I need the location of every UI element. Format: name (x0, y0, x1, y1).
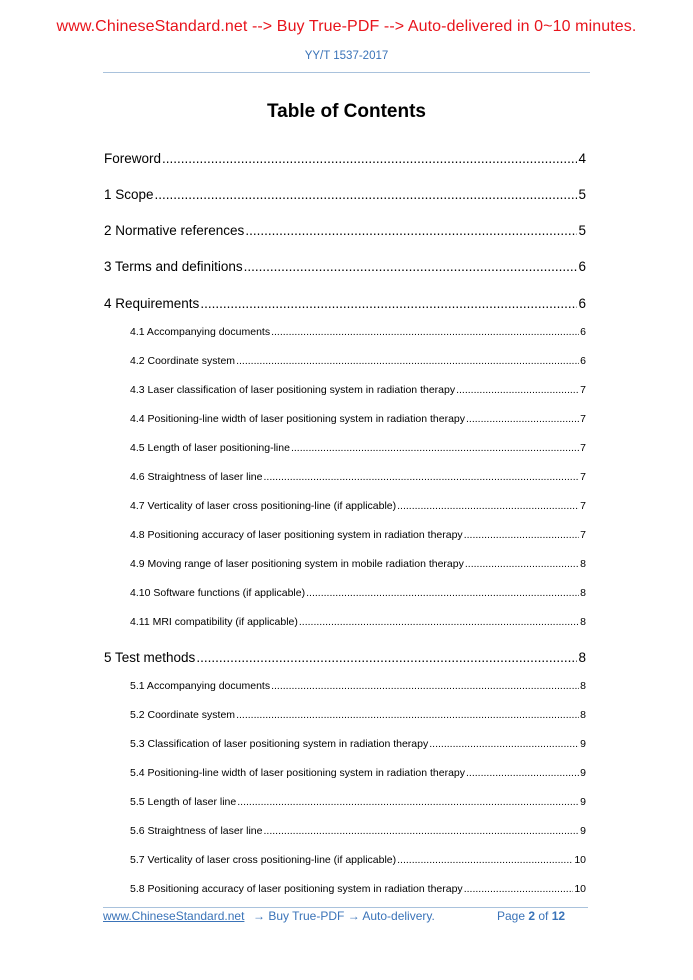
toc-leader-dots (162, 151, 577, 166)
toc-leader-dots (271, 326, 579, 338)
toc-entry-label: 4.5 Length of laser positioning-line (130, 442, 290, 454)
toc-leader-dots (271, 680, 579, 692)
footer-buy-text (253, 909, 435, 923)
toc-entry-label: 5.4 Positioning-line width of laser positioning system in radiation therapy (130, 767, 466, 779)
toc-entry[interactable] (130, 471, 586, 483)
toc-entry[interactable] (104, 296, 586, 311)
toc-leader-dots (466, 413, 579, 425)
toc-entry-label: 4.6 Straightness of laser line (130, 471, 263, 483)
toc-leader-dots (196, 650, 577, 665)
toc-entry-page: 7 (580, 442, 586, 454)
toc-leader-dots (291, 442, 579, 454)
toc-leader-dots (429, 738, 579, 750)
toc-entry-label: 4.8 Positioning accuracy of laser positioning system in radiation therapy (130, 529, 463, 541)
toc-entry[interactable] (130, 413, 586, 425)
toc-entry[interactable] (104, 650, 586, 665)
toc-leader-dots (155, 187, 578, 202)
toc-entry-page: 8 (580, 616, 586, 628)
toc-entry[interactable] (130, 326, 586, 338)
toc-entry-label: 4.3 Laser classification of laser positioning system in radiation therapy (130, 384, 456, 396)
toc-entry[interactable] (104, 259, 586, 274)
toc-leader-dots (200, 296, 577, 311)
arrow-right-icon: → (347, 909, 360, 923)
toc-entry-page: 7 (580, 413, 586, 425)
toc-entry-label: Foreword (104, 151, 162, 166)
toc-entry[interactable] (104, 187, 586, 202)
toc-entry-page: 8 (580, 680, 586, 692)
toc-entry-label: 4.11 MRI compatibility (if applicable) (130, 616, 298, 628)
toc-entry-page: 8 (580, 558, 586, 570)
toc-entry[interactable] (130, 738, 586, 750)
toc-entry-label: 1 Scope (104, 187, 154, 202)
toc-leader-dots (456, 384, 579, 396)
toc-entry-label: 5 Test methods (104, 650, 196, 665)
toc-entry[interactable] (130, 558, 586, 570)
toc-entry[interactable] (130, 384, 586, 396)
toc-entry[interactable] (130, 854, 586, 866)
page-total: 12 (551, 909, 566, 923)
footer-delivery-label: Auto-delivery. (359, 909, 435, 923)
toc-entry-page: 4 (578, 151, 586, 166)
toc-leader-dots (236, 709, 579, 721)
toc-leader-dots (306, 587, 579, 599)
toc-entry[interactable] (130, 355, 586, 367)
page-of: of (535, 909, 552, 923)
arrow-right-icon: → (253, 909, 265, 923)
toc-entry-label: 5.6 Straightness of laser line (130, 825, 263, 837)
toc-leader-dots (464, 883, 574, 895)
toc-entry[interactable] (130, 767, 586, 779)
toc-entry[interactable] (104, 223, 586, 238)
toc-leader-dots (397, 854, 573, 866)
toc-leader-dots (264, 825, 580, 837)
page-number (497, 909, 565, 923)
toc-entry-label: 4.4 Positioning-line width of laser positioning system in radiation therapy (130, 413, 466, 425)
toc-entry-page: 7 (580, 471, 586, 483)
toc-entry[interactable] (130, 883, 586, 895)
toc-entry-page: 9 (580, 825, 586, 837)
toc-leader-dots (464, 529, 579, 541)
footer-buy-label: Buy True-PDF (265, 909, 348, 923)
toc-entry[interactable] (130, 587, 586, 599)
page-current: 2 (528, 909, 536, 923)
toc-entry[interactable] (130, 442, 586, 454)
toc-entry[interactable] (104, 151, 586, 166)
toc-entry-page: 5 (578, 223, 586, 238)
toc-entry[interactable] (130, 796, 586, 808)
toc-entry-label: 4.2 Coordinate system (130, 355, 236, 367)
toc-entry-label: 3 Terms and definitions (104, 259, 243, 274)
toc-entry-label: 2 Normative references (104, 223, 245, 238)
toc-entry[interactable] (130, 680, 586, 692)
toc-entry-page: 6 (578, 296, 586, 311)
page-prefix: Page (497, 909, 529, 923)
toc-entry-page: 10 (574, 854, 586, 866)
toc-entry-label: 5.2 Coordinate system (130, 709, 236, 721)
page-footer (103, 907, 588, 928)
document-code: YY/T 1537-2017 (304, 50, 389, 62)
toc-leader-dots (466, 767, 579, 779)
toc-entry-label: 5.1 Accompanying documents (130, 680, 271, 692)
toc-entry-page: 6 (578, 259, 586, 274)
toc-entry[interactable] (130, 616, 586, 628)
toc-entry-page: 7 (580, 529, 586, 541)
toc-entry-label: 5.8 Positioning accuracy of laser positioning system in radiation therapy (130, 883, 463, 895)
toc-leader-dots (299, 616, 579, 628)
toc-entry-label: 4 Requirements (104, 296, 200, 311)
toc-entry-label: 4.10 Software functions (if applicable) (130, 587, 306, 599)
toc-entry[interactable] (130, 529, 586, 541)
toc-entry-label: 4.7 Verticality of laser cross positioning-line (if applicable) (130, 500, 397, 512)
toc-entry-label: 5.3 Classification of laser positioning system in radiation therapy (130, 738, 429, 750)
toc-entry-label: 4.1 Accompanying documents (130, 326, 271, 338)
footer-website-link[interactable]: www.ChineseStandard.net (103, 909, 245, 923)
page-title: Table of Contents (266, 101, 427, 122)
toc-leader-dots (465, 558, 579, 570)
toc-entry-page: 5 (578, 187, 586, 202)
toc-entry-page: 6 (580, 355, 586, 367)
toc-entry-page: 10 (574, 883, 586, 895)
toc-entry-label: 5.7 Verticality of laser cross positioning-line (if applicable) (130, 854, 397, 866)
toc-entry-page: 9 (580, 738, 586, 750)
toc-entry-page: 7 (580, 384, 586, 396)
toc-entry-page: 8 (580, 587, 586, 599)
toc-leader-dots (244, 259, 578, 274)
toc-entry[interactable] (130, 709, 586, 721)
toc-entry-page: 7 (580, 500, 586, 512)
toc-leader-dots (264, 471, 580, 483)
toc-entry-page: 8 (580, 709, 586, 721)
toc-leader-dots (245, 223, 577, 238)
toc-entry[interactable] (130, 500, 586, 512)
toc-leader-dots (237, 796, 579, 808)
top-banner: www.ChineseStandard.net --> Buy True-PDF --> Auto-delivered in 0~10 minutes. (56, 18, 637, 35)
toc-entry[interactable] (130, 825, 586, 837)
toc-leader-dots (397, 500, 579, 512)
toc-leader-dots (236, 355, 579, 367)
toc-entry-label: 5.5 Length of laser line (130, 796, 237, 808)
toc-entry-page: 9 (580, 796, 586, 808)
toc-entry-label: 4.9 Moving range of laser positioning system in mobile radiation therapy (130, 558, 464, 570)
toc-entry-page: 6 (580, 326, 586, 338)
toc-entry-page: 8 (578, 650, 586, 665)
toc-entry-page: 9 (580, 767, 586, 779)
